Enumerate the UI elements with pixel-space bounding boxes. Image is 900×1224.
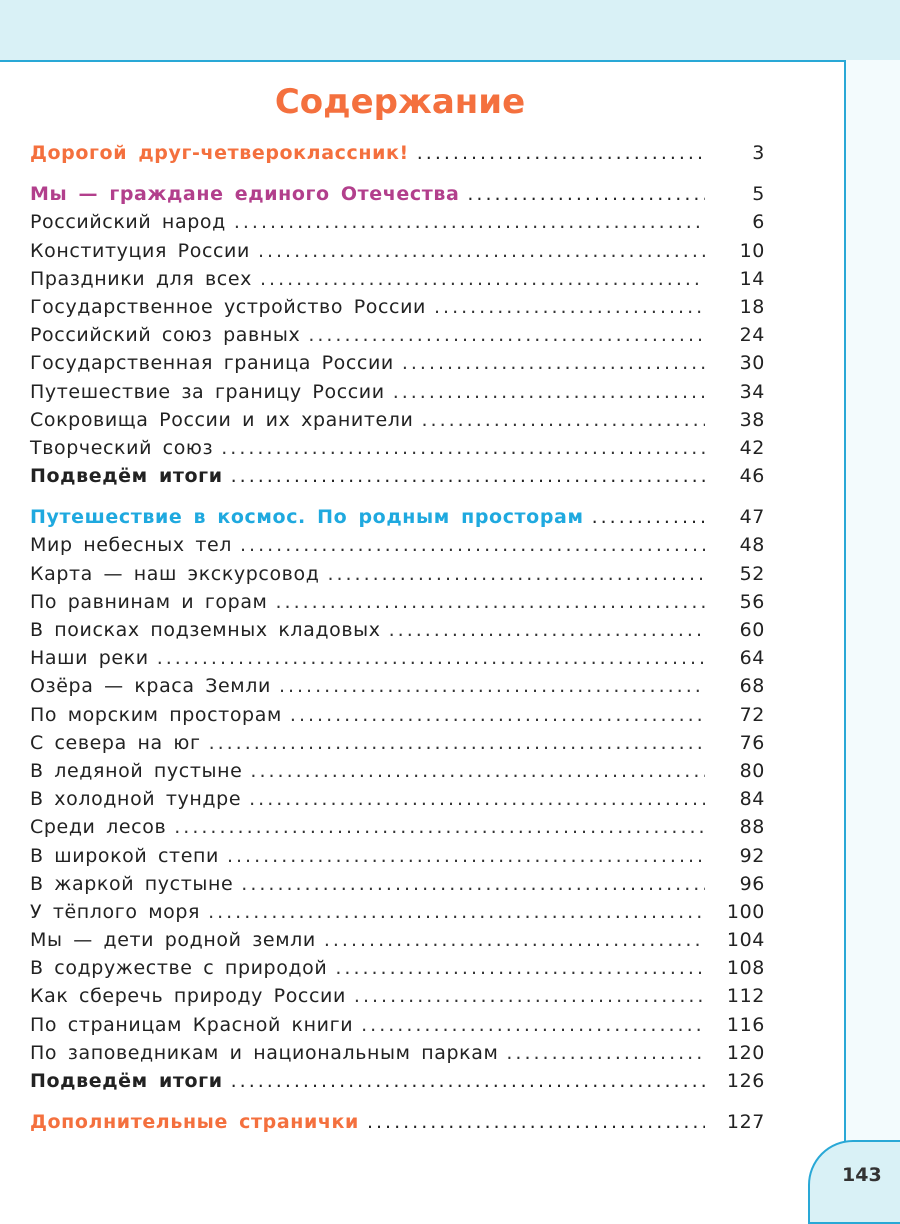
entry-page: 116 (726, 1013, 765, 1036)
entry-page: 14 (739, 267, 765, 290)
toc-entry (30, 211, 765, 239)
toc-entry (30, 675, 765, 703)
toc-entry (30, 1070, 765, 1098)
entry-title: Среди лесов (30, 816, 167, 839)
entry-page: 10 (739, 239, 765, 262)
entry-title: В ледяной пустыне (30, 759, 243, 782)
entry-title: С севера на юг (30, 731, 201, 754)
entry-title: Дорогой друг-четвероклассник! (30, 142, 409, 164)
dot-leader (249, 788, 705, 810)
toc-entry (30, 324, 765, 352)
entry-title: Российский народ (30, 211, 226, 234)
entry-title: Подведём итоги (30, 1070, 223, 1092)
entry-title: По равнинам и горам (30, 590, 268, 613)
right-margin-band (844, 60, 900, 1200)
entry-title: По страницам Красной книги (30, 1013, 354, 1036)
entry-page: 127 (726, 1111, 765, 1134)
table-of-contents (30, 142, 765, 1139)
top-color-band (0, 0, 900, 62)
entry-page: 52 (739, 562, 765, 585)
entry-page: 46 (739, 465, 765, 488)
entry-page: 104 (726, 929, 765, 952)
toc-entry (30, 437, 765, 465)
toc-entry (30, 1042, 765, 1070)
dot-leader (354, 985, 705, 1007)
entry-page: 64 (739, 647, 765, 670)
dot-leader (157, 647, 705, 669)
dot-leader (221, 437, 705, 459)
dot-leader (174, 816, 705, 838)
toc-entry (30, 957, 765, 985)
dot-leader (434, 296, 705, 318)
toc-entry (30, 240, 765, 268)
toc-entry (30, 704, 765, 732)
dot-leader (227, 845, 705, 867)
dot-leader (335, 957, 705, 979)
entry-title: Наши реки (30, 647, 149, 670)
entry-page: 80 (739, 759, 765, 782)
toc-entry (30, 873, 765, 901)
toc-entry (30, 985, 765, 1013)
dot-leader (231, 465, 705, 487)
entry-title: Мы — граждане единого Отечества (30, 183, 460, 206)
dot-leader (327, 563, 705, 585)
dot-leader (240, 534, 705, 556)
dot-leader (421, 409, 705, 431)
dot-leader (241, 873, 705, 895)
entry-page: 112 (726, 985, 765, 1008)
entry-page: 6 (752, 211, 765, 234)
entry-page: 88 (739, 816, 765, 839)
entry-title: Творческий союз (30, 436, 214, 459)
entry-page: 126 (726, 1070, 765, 1092)
entry-title: Праздники для всех (30, 267, 252, 290)
toc-entry (30, 816, 765, 844)
entry-title: Подведём итоги (30, 465, 223, 488)
toc-entry (30, 352, 765, 380)
entry-title: В жаркой пустыне (30, 872, 234, 895)
dot-leader (324, 929, 705, 951)
dot-leader (290, 704, 705, 726)
entry-page: 42 (739, 436, 765, 459)
dot-leader (389, 619, 705, 641)
toc-entry (30, 591, 765, 619)
toc-entry (30, 901, 765, 929)
toc-entry (30, 619, 765, 647)
entry-page: 108 (726, 957, 765, 980)
dot-leader (467, 183, 705, 205)
dot-leader (367, 1111, 705, 1133)
entry-title: Мы — дети родной земли (30, 929, 316, 952)
entry-title: Сокровища России и их хранители (30, 408, 414, 431)
entry-page: 5 (752, 183, 765, 206)
entry-title: Конституция России (30, 239, 250, 262)
toc-section-heading (30, 506, 765, 534)
toc-entry (30, 563, 765, 591)
dot-leader (393, 381, 705, 403)
entry-title: Путешествие за границу России (30, 380, 385, 403)
entry-title: По заповедникам и национальным паркам (30, 1041, 499, 1064)
toc-entry (30, 647, 765, 675)
entry-title: Путешествие в космос. По родным просторам (30, 506, 584, 529)
entry-page: 18 (739, 295, 765, 318)
entry-page: 60 (739, 619, 765, 641)
toc-entry (30, 788, 765, 816)
entry-title: Карта — наш экскурсовод (30, 562, 320, 585)
entry-title: Государственное устройство России (30, 295, 426, 318)
dot-leader (592, 506, 705, 528)
toc-entry (30, 465, 765, 493)
entry-title: Дополнительные странички (30, 1111, 359, 1134)
entry-page: 76 (739, 731, 765, 754)
dot-leader (402, 352, 705, 374)
entry-page: 47 (739, 506, 765, 529)
dot-leader (361, 1014, 705, 1036)
entry-title: Мир небесных тел (30, 534, 233, 557)
entry-page: 30 (739, 352, 765, 375)
entry-page: 92 (739, 844, 765, 867)
entry-title: По морским просторам (30, 703, 282, 726)
entry-page: 24 (739, 324, 765, 347)
entry-title: Как сберечь природу России (30, 985, 346, 1008)
dot-leader (209, 732, 705, 754)
dot-leader (279, 675, 705, 697)
entry-page: 56 (739, 590, 765, 613)
dot-leader (506, 1042, 705, 1064)
entry-page: 38 (739, 408, 765, 431)
toc-section-heading (30, 142, 765, 170)
entry-page: 34 (739, 380, 765, 403)
page-number: 143 (842, 1164, 882, 1186)
toc-entry (30, 732, 765, 760)
dot-leader (234, 211, 705, 233)
dot-leader (208, 901, 705, 923)
entry-title: Государственная граница России (30, 352, 394, 375)
entry-title: В содружестве с природой (30, 957, 328, 980)
dot-leader (231, 1070, 705, 1092)
entry-page: 72 (739, 703, 765, 726)
toc-entry (30, 845, 765, 873)
dot-leader (417, 142, 705, 164)
dot-leader (308, 324, 705, 346)
toc-entry (30, 929, 765, 957)
toc-entry (30, 296, 765, 324)
toc-section-heading (30, 1111, 765, 1139)
page-title: Содержание (274, 82, 526, 122)
entry-title: Озёра — краса Земли (30, 675, 271, 698)
toc-entry (30, 760, 765, 788)
page-number-badge (808, 1140, 900, 1224)
toc-entry (30, 409, 765, 437)
entry-title: В широкой степи (30, 844, 219, 867)
toc-entry (30, 534, 765, 562)
entry-page: 68 (739, 675, 765, 698)
dot-leader (260, 268, 705, 290)
entry-page: 84 (739, 788, 765, 811)
dot-leader (258, 240, 705, 262)
entry-page: 3 (752, 142, 765, 164)
entry-title: В поисках подземных кладовых (30, 619, 381, 641)
dot-leader (250, 760, 705, 782)
toc-entry (30, 381, 765, 409)
toc-entry (30, 1014, 765, 1042)
entry-page: 100 (726, 900, 765, 923)
entry-page: 96 (739, 872, 765, 895)
dot-leader (276, 591, 706, 613)
toc-section-heading (30, 183, 765, 211)
toc-entry (30, 268, 765, 296)
entry-page: 120 (726, 1041, 765, 1064)
entry-title: В холодной тундре (30, 788, 242, 811)
entry-page: 48 (739, 534, 765, 557)
entry-title: У тёплого моря (30, 900, 201, 923)
entry-title: Российский союз равных (30, 324, 301, 347)
